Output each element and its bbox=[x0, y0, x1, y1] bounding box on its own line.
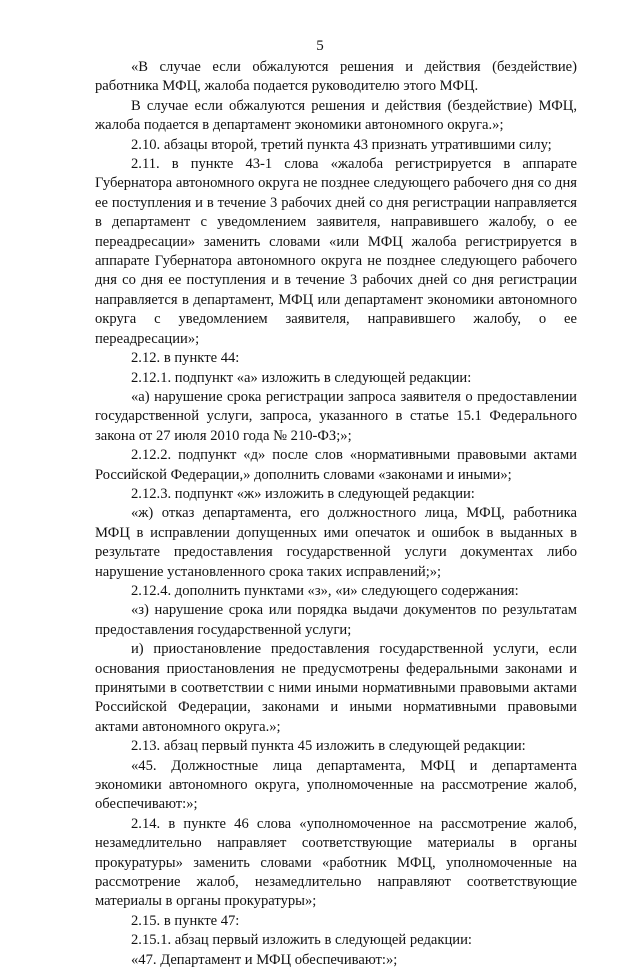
paragraph: 2.12.4. дополнить пунктами «з», «и» следующего содержания: bbox=[131, 582, 519, 599]
paragraph: 2.12.3. подпункт «ж» изложить в следующей редакции: bbox=[131, 485, 475, 502]
paragraph: 2.11. в пункте 43-1 слова «жалоба регистрируется в аппарате Губернатора автономного округа не позднее следующего рабочего дня со дня ее поступления и в течение 3 рабочих дней со дня регистрации направляется в департамент с уведомлением заявителя, направившего жалобу, о ее переадресации» заменить словами «или МФЦ жалоба регистрируется в аппарате Губернатора автономного округа не позднее следующего рабочего дня со дня ее поступления и в течение 3 рабочих дней со дня регистрации направляется в департамент, МФЦ или департамент экономики автономного округа с уведомлением заявителя, направившего жалобу, о ее переадресации»; bbox=[95, 156, 577, 347]
paragraph: 2.12.1. подпункт «а» изложить в следующей редакции: bbox=[131, 369, 472, 386]
paragraph: «47. Департамент и МФЦ обеспечивают:»; bbox=[131, 951, 398, 968]
paragraph: 2.15. в пункте 47: bbox=[131, 912, 240, 929]
paragraph: 2.10. абзацы второй, третий пункта 43 признать утратившими силу; bbox=[131, 136, 552, 153]
paragraph: 2.12. в пункте 44: bbox=[131, 350, 240, 367]
document-body bbox=[95, 58, 577, 970]
paragraph: «а) нарушение срока регистрации запроса заявителя о предоставлении государственной услуги, запроса, указанного в статье 15.1 Федерального закона от 27 июля 2010 года № 210-ФЗ;»; bbox=[95, 388, 577, 444]
paragraph: «з) нарушение срока или порядка выдачи документов по результатам предоставления государственной услуги; bbox=[95, 602, 577, 638]
paragraph: «В случае если обжалуются решения и действия (бездействие) работника МФЦ, жалоба подается руководителю этого МФЦ. bbox=[95, 59, 577, 95]
paragraph: В случае если обжалуются решения и действия (бездействие) МФЦ, жалоба подается в департамент экономики автономного округа.»; bbox=[95, 97, 577, 134]
paragraph: и) приостановление предоставления государственной услуги, если основания приостановления не предусмотрены федеральными законами и принятыми в соответствии с ними иными нормативными правовыми актами Российской Федерации, законами и иными нормативными правовыми актами автономного округа.»; bbox=[95, 641, 577, 735]
paragraph: 2.14. в пункте 46 слова «уполномоченное на рассмотрение жалоб, незамедлительно направляет соответствующие материалы в органы прокуратуры» заменить словами «работник МФЦ, уполномоченные на рассмотрение жалоб, незамедлительно направляют соответствующие материалы в органы прокуратуры»; bbox=[95, 815, 577, 910]
paragraph: «ж) отказ департамента, его должностного лица, МФЦ, работника МФЦ в исправлении допущенных ими опечаток и ошибок в выданных в результате предоставления государственной услуги документах либо нарушение установленного срока таких исправлений;»; bbox=[95, 505, 577, 580]
paragraph: 2.12.2. подпункт «д» после слов «нормативными правовыми актами Российской Федерации,» дополнить словами «законами и иными»; bbox=[95, 447, 577, 483]
page-number: 5 bbox=[316, 38, 324, 54]
paragraph: 2.15.1. абзац первый изложить в следующей редакции: bbox=[131, 932, 472, 949]
paragraph: «45. Должностные лица департамента, МФЦ и департамента экономики автономного округа, уполномоченные на рассмотрение жалоб, обеспечивают:»; bbox=[95, 757, 577, 813]
paragraph: 2.13. абзац первый пункта 45 изложить в следующей редакции: bbox=[131, 738, 526, 755]
